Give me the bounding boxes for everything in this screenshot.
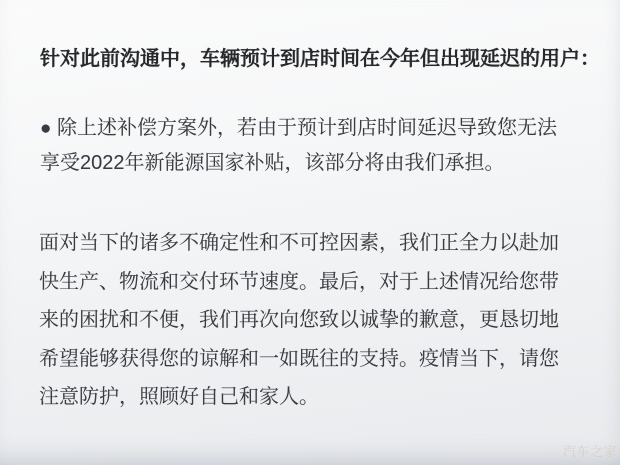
paragraph-line: 希望能够获得您的谅解和一如既往的支持。疫情当下，请您 [39,347,559,370]
bullet-dot-icon: ● [40,118,52,139]
closing-paragraph [39,224,559,417]
paragraph-line: 来的困扰和不便，我们再次向您致以诚挚的歉意，更恳切地 [39,309,559,331]
bullet-text-line-2: 享受2022年新能源国家补贴，该部分将由我们承担。 [40,152,505,174]
autohome-watermark: 汽车之家 [563,444,618,459]
notice-heading: 针对此前沟通中，车辆预计到店时间在今年但出现延迟的用户： [40,48,600,70]
bullet-line [40,111,557,146]
paragraph-line: 快生产、物流和交付环节速度。最后，对于上述情况给您带 [39,270,559,293]
paragraph-line: 注意防护，照顾好自己和家人。 [39,386,319,408]
bullet-line [40,146,557,180]
compensation-bullet-item [40,111,557,180]
paragraph-line: 面对当下的诸多不确定性和不可控因素，我们正全力以赴加 [39,232,559,254]
bullet-text-line-1: 除上述补偿方案外，若由于预计到店时间延迟导致您无法 [57,117,557,139]
